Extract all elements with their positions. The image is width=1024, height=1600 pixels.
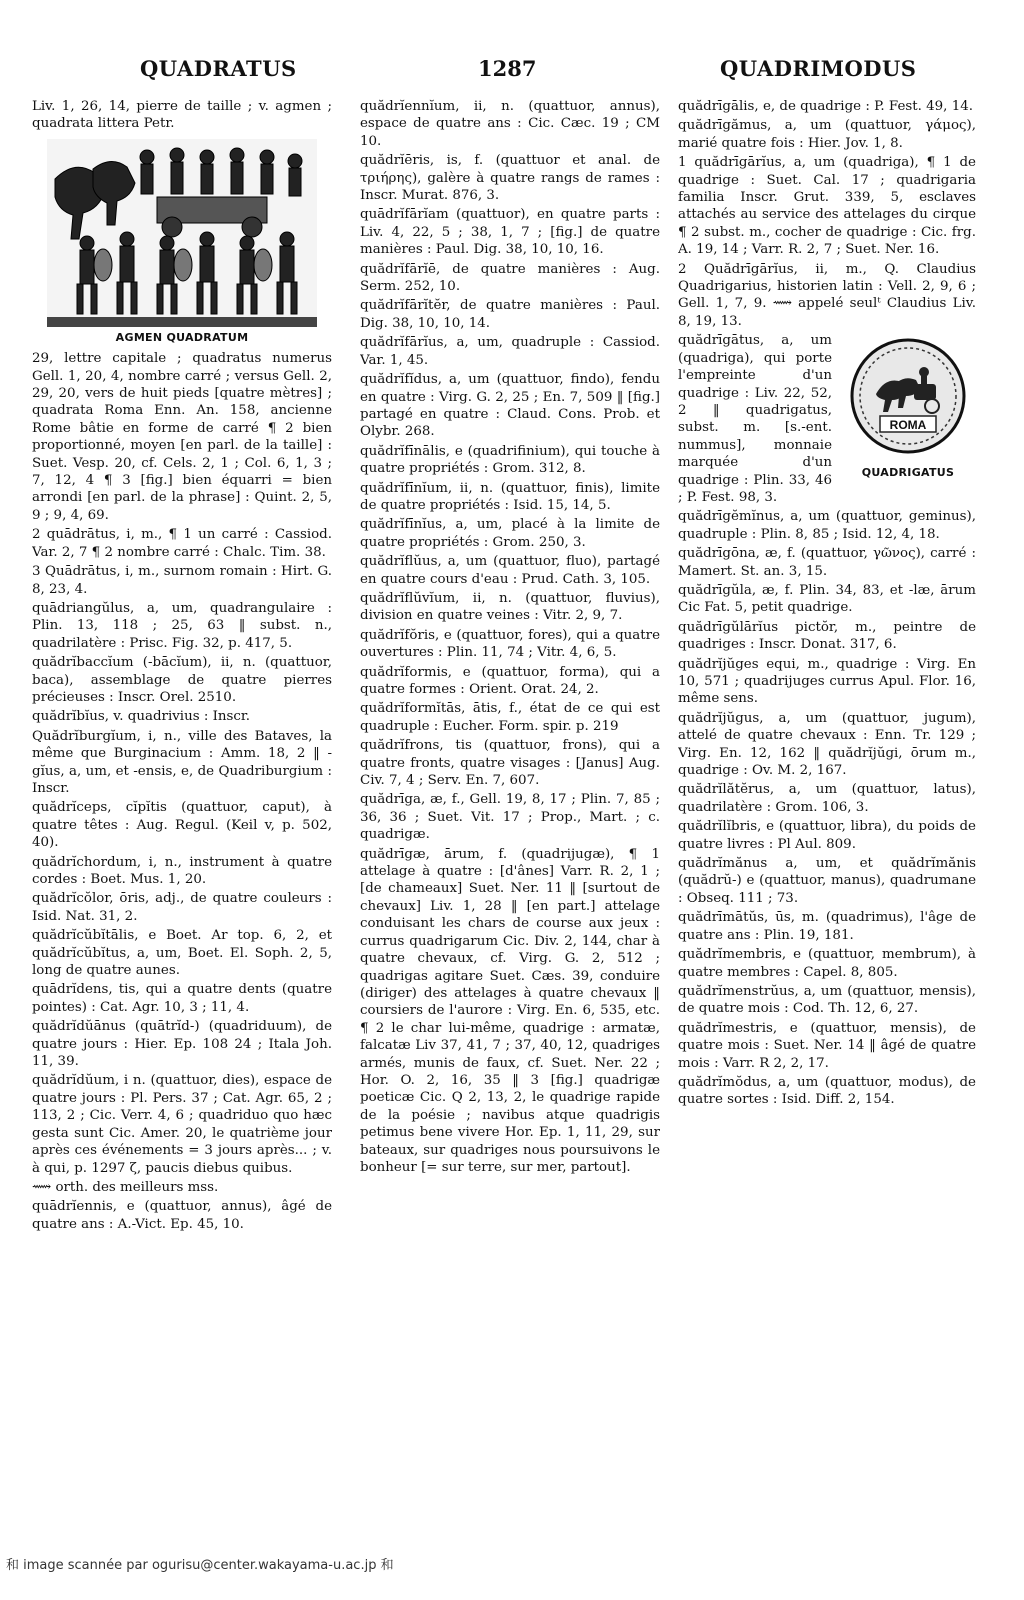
dictionary-entry: quădrĭfĭdus, a, um (quattuor, findo), fendu en quatre : Virg. G. 2, 25 ; En. 7, 509 ‖ [fig.] partagé en quatre : Claud. Cons. Prob. et Olybr. 268. [360,372,660,440]
dictionary-entry: quādriangŭlus, a, um, quadrangulaire : Plin. 13, 118 ; 25, 63 ‖ subst. n., quadrilatère : Prisc. Fig. 32, p. 417, 5. [32,600,332,651]
dictionary-entry: quădrĭflŭus, a, um (quattuor, fluo), partagé en quatre cours d'eau : Prud. Cath. 3, 105. [360,554,660,587]
dictionary-entry: quădrĭceps, cĭpĭtis (quattuor, caput), à quatre têtes : Aug. Regul. (Keil v, p. 502, 40). [32,800,332,851]
left-running-headword: QUADRATUS [140,56,297,81]
coin-illustration [848,336,968,456]
page-number: 1287 [478,56,537,81]
dictionary-entry: quădrĭfrons, tis (quattuor, frons), qui a quatre fronts, quatre visages : [Janus] Aug. Civ. 7, 4 ; Serv. En. 7, 607. [360,738,660,789]
dictionary-entry: quădrĭlătĕrus, a, um (quattuor, latus), quadrilatère : Grom. 106, 3. [678,782,976,815]
dictionary-entry: quădrĭcŭbĭtālis, e Boet. Ar top. 6, 2, et quădrĭcŭbĭtus, a, um, Boet. El. Soph. 2, 5, long de quatre aunes. [32,928,332,979]
dictionary-entry: quādrĭennis, e (quattuor, annus), âgé de quatre ans : A.-Vict. Ep. 45, 10. [32,1199,332,1232]
column-3 [678,98,976,1538]
dictionary-entry: quădrīgātus, a, um (quadriga), qui porte l'empreinte d'un quadrige : Liv. 22, 52, 2 ‖ quadrigatus, subst. m. [s.-ent. nummus], monnaie marquée d'un quadrige : Plin. 33, 46 ; P. Fest. 98, 3. [678,333,832,505]
dictionary-entry: 29, lettre capitale ; quadratus numerus Gell. 1, 20, 4, nombre carré ; versus Gell. 2, 29, 20, vers de huit pieds [quatre mètres] ; quadrata Roma Enn. An. 158, ancienne Rome bâtie en forme de carré ¶ 2 bien proportionné, moyen [en parl. de la taille] : Suet. Vesp. 20, cf. Cels. 2, 1 ; Col. 6, 1, 3 ; 7, 12, 4 ¶ 3 [fig.] bien équarri = bien arrondi [en parl. de la phrase] : Quint. 2, 5, 9 ; 9, 4, 69. [32,351,332,523]
dictionary-entry: quădrīgŭlārĭus pictŏr, m., peintre de quadriges : Inscr. Donat. 317, 6. [678,619,976,653]
dictionary-entry: quădrĭchordum, i, n., instrument à quatre cordes : Boet. Mus. 1, 20. [32,854,332,887]
dictionary-entry: quădrĭlĭbris, e (quattuor, libra), du poids de quatre livres : Pl Aul. 809. [678,819,976,852]
dictionary-entry: Quădrĭburgĭum, i, n., ville des Bataves, la même que Burginacium : Amm. 18, 2 ‖ -gĭus, a, um, et -ensis, e, de Quadriburgium : Inscr. [32,728,332,796]
column-1 [32,98,332,1538]
dictionary-entry: quădrĭbaccĭum (-bācĭum), ii, n. (quattuor, baca), assemblage de quatre pierres précieuses : Inscr. Orel. 2510. [32,655,332,705]
dictionary-entry: quădrīgæ, ārum, f. (quadrijugæ), ¶ 1 attelage à quatre : [d'ânes] Varr. R. 2, 1 ; [de chameaux] Suet. Ner. 11 ‖ [surtout de chevaux] Liv. 1, 28 ‖ [en part.] attelage conduisant les chars de course aux jeux : currus quadrigarum Cic. Div. 2, 144, char à quatre chevaux, cf. Virg. G. 2, 512 ; quadrigas agitare Suet. Cæs. 39, conduire (diriger) des attelages à quatre chevaux ‖ coursiers de l'aurore : Virg. En. 6, 535, etc. ¶ 2 le char lui-même, quadrige : armatæ, falcatæ Liv 37, 41, 7 ; 37, 40, 12, quadriges armés, munis de faux, cf. Suet. Ner. 22 ; Hor. O. 2, 16, 35 ‖ 3 [fig.] quadrigæ poeticæ Cic. Q 2, 13, 2, le quadrige rapide de la poésie ; navibus atque quadrigis petimus bene vivere Hor. Ep. 1, 11, 29, sur bateaux, sur quadriges nous poursuivons le bonheur [= sur terre, sur mer, partout]. [360,846,660,1175]
dictionary-entry: quădrĭformis, e (quattuor, forma), qui a quatre formes : Orient. Orat. 24, 2. [360,664,660,697]
agmen-quadratum-figure [32,139,332,346]
dictionary-entry: quădrīgōna, æ, f. (quattuor, γῶνος), carré : Mamert. St. an. 3, 15. [678,546,976,579]
dictionary-entry: quădrīga, æ, f., Gell. 19, 8, 17 ; Plin. 7, 85 ; 36, 36 ; Suet. Vit. 17 ; Prop., Mart. ; c. quadrigæ. [360,792,660,843]
dictionary-entry: quădrĭfārĭtĕr, de quatre manières : Paul. Dig. 38, 10, 10, 14. [360,298,660,331]
dictionary-entry: quădrĭdŭānus (quātrĭd-) (quadriduum), de quatre jours : Hier. Ep. 108 24 ; Itala Joh. 11, 39. [32,1019,332,1070]
figure-caption: QUADRIGATUS [861,465,955,479]
dictionary-entry: quădrĭformĭtās, ātis, f., état de ce qui est quadruple : Eucher. Form. spir. p. 219 [360,701,660,734]
dictionary-entry: quădrĭmenstrŭus, a, um (quattuor, mensis), de quatre mois : Cod. Th. 12, 6, 27. [678,983,976,1017]
dictionary-entry: quădrĭēris, is, f. (quattuor et anal. de τριήρης), galère à quatre rangs de rames : Inscr. Murat. 876, 3. [360,153,660,204]
figure-caption: AGMEN QUADRATUM [115,330,249,344]
dictionary-entry: quădrĭjŭges equi, m., quadrige : Virg. En 10, 571 ; quadrijuges currus Apul. Flor. 16, même sens. [678,656,976,707]
dictionary-entry: quădrīgŭla, æ, f. Plin. 34, 83, et -læ, ārum Cic Fat. 5, petit quadrige. [678,582,976,616]
page-header [0,52,1024,92]
dictionary-entry: quădrĭmănus a, um, et quădrĭmănis (quădrŭ-) e (quattuor, manus), quadrumane : Obseq. 111 ; 73. [678,856,976,906]
dictionary-entry: 2 quādrātus, i, m., ¶ 1 un carré : Cassiod. Var. 2, 7 ¶ 2 nombre carré : Chalc. Tim. 38. [32,527,332,560]
dictionary-entry: quādrĭdens, tis, qui a quatre dents (quatre pointes) : Cat. Agr. 10, 3 ; 11, 4. [32,982,332,1015]
dictionary-entry: quădrĭfīnĭum, ii, n. (quattuor, finis), limite de quatre propriétés : Isid. 15, 14, 5. [360,480,660,513]
coin-inscription: ROMA [889,418,927,433]
dictionary-entry: quădrĭmestris, e (quattuor, mensis), de quatre mois : Suet. Ner. 14 ‖ âgé de quatre mois : Varr. R 2, 2, 17. [678,1020,976,1071]
quadrigatus-coin-figure [840,336,976,481]
column-2 [360,98,660,1538]
soldiers-relief-illustration [47,139,317,327]
scan-credit-footer: 和 image scannée par ogurisu@center.wakayama-u.ac.jp 和 [6,1558,394,1573]
dictionary-entry: quădrīmātŭs, ūs, m. (quadrimus), l'âge de quatre ans : Plin. 19, 181. [678,910,976,943]
dictionary-entry: quădrīgĕmĭnus, a, um (quattuor, geminus), quadruple : Plin. 8, 85 ; Isid. 12, 4, 18. [678,509,976,542]
dictionary-entry: quădrĭennĭum, ii, n. (quattuor, annus), espace de quatre ans : Cic. Cæc. 19 ; CM 10. [360,99,660,149]
dictionary-entry: quădrĭcŏlor, ōris, adj., de quatre couleurs : Isid. Nat. 31, 2. [32,891,332,924]
dictionary-entry: 3 Quādrātus, i, m., surnom romain : Hirt. G. 8, 23, 4. [32,564,332,597]
right-running-headword: QUADRIMODUS [720,56,917,81]
dictionary-entry: quădrĭmembris, e (quattuor, membrum), à quatre membres : Capel. 8, 805. [678,947,976,980]
dictionary-entry: quădrĭfārĭus, a, um, quadruple : Cassiod. Var. 1, 45. [360,335,660,368]
dictionary-entry: quădrĭfārĭē, de quatre manières : Aug. Serm. 252, 10. [360,261,660,295]
dictionary-entry: ⟿ orth. des meilleurs mss. [32,1179,219,1195]
dictionary-entry: 1 quădrīgārĭus, a, um (quadriga), ¶ 1 de quadrige : Suet. Cal. 17 ; quadrigaria familia Inscr. Grut. 339, 5, esclaves attachés au service des attelages du cirque ¶ 2 subst. m., cocher de quadrige : Cic. frg. A. 19, 14 ; Varr. R. 2, 7 ; Suet. Ner. 16. [678,155,976,258]
dictionary-entry: quădrĭflŭvĭum, ii, n. (quattuor, fluvius), division en quatre veines : Vitr. 2, 9, 7. [360,590,660,624]
dictionary-entry: quădrīgămus, a, um (quattuor, γάμος), marié quatre fois : Hier. Jov. 1, 8. [678,118,976,151]
dictionary-entry: quădrĭjŭgus, a, um (quattuor, jugum), attelé de quatre chevaux : Enn. Tr. 129 ; Virg. En. 12, 162 ‖ quădrĭjŭgi, ōrum m., quadrige : Ov. M. 2, 167. [678,710,976,779]
dictionary-entry: Liv. 1, 26, 14, pierre de taille ; v. agmen ; quadrata littera Petr. [32,99,332,132]
dictionary-entry: quādrĭfārĭam (quattuor), en quatre parts : Liv. 4, 22, 5 ; 38, 1, 7 ; [fig.] de quatre manières : Paul. Dig. 38, 10, 10, 16. [360,207,660,258]
dictionary-entry: quădrĭfīnālis, e (quadrifinium), qui touche à quatre propriétés : Grom. 312, 8. [360,443,660,477]
dictionary-entry: 2 Quădrīgārĭus, ii, m., Q. Claudius Quadrigarius, historien latin : Vell. 2, 9, 6 ; Gell. 1, 7, 9. ⟿ appelé seulᵗ Claudius Liv. 8, 19, 13. [678,261,976,329]
dictionary-entry: quădrĭfīnĭus, a, um, placé à la limite de quatre propriétés : Grom. 250, 3. [360,517,660,550]
dictionary-entry: quădrĭfŏris, e (quattuor, fores), qui a quatre ouvertures : Plin. 11, 74 ; Vitr. 4, 6, 5. [360,627,660,661]
dictionary-entry: quădrĭmŏdus, a, um (quattuor, modus), de quatre sortes : Isid. Diff. 2, 154. [678,1074,976,1108]
dictionary-entry: quădrīgālis, e, de quadrige : P. Fest. 49, 14. [678,99,973,114]
dictionary-entry: quădrĭdŭum, i n. (quattuor, dies), espace de quatre jours : Pl. Pers. 37 ; Cat. Agr. 65, 2 ; 113, 2 ; Cic. Verr. 4, 6 ; quadriduo quo hæc gesta sunt Cic. Amer. 20, le quatrième jour après ces événements = 3 jours après... ; v. à qui, p. 1297 ζ, paucis diebus quibus. [32,1073,332,1176]
dictionary-entry: quădrĭbĭus, v. quadrivius : Inscr. [32,709,251,725]
